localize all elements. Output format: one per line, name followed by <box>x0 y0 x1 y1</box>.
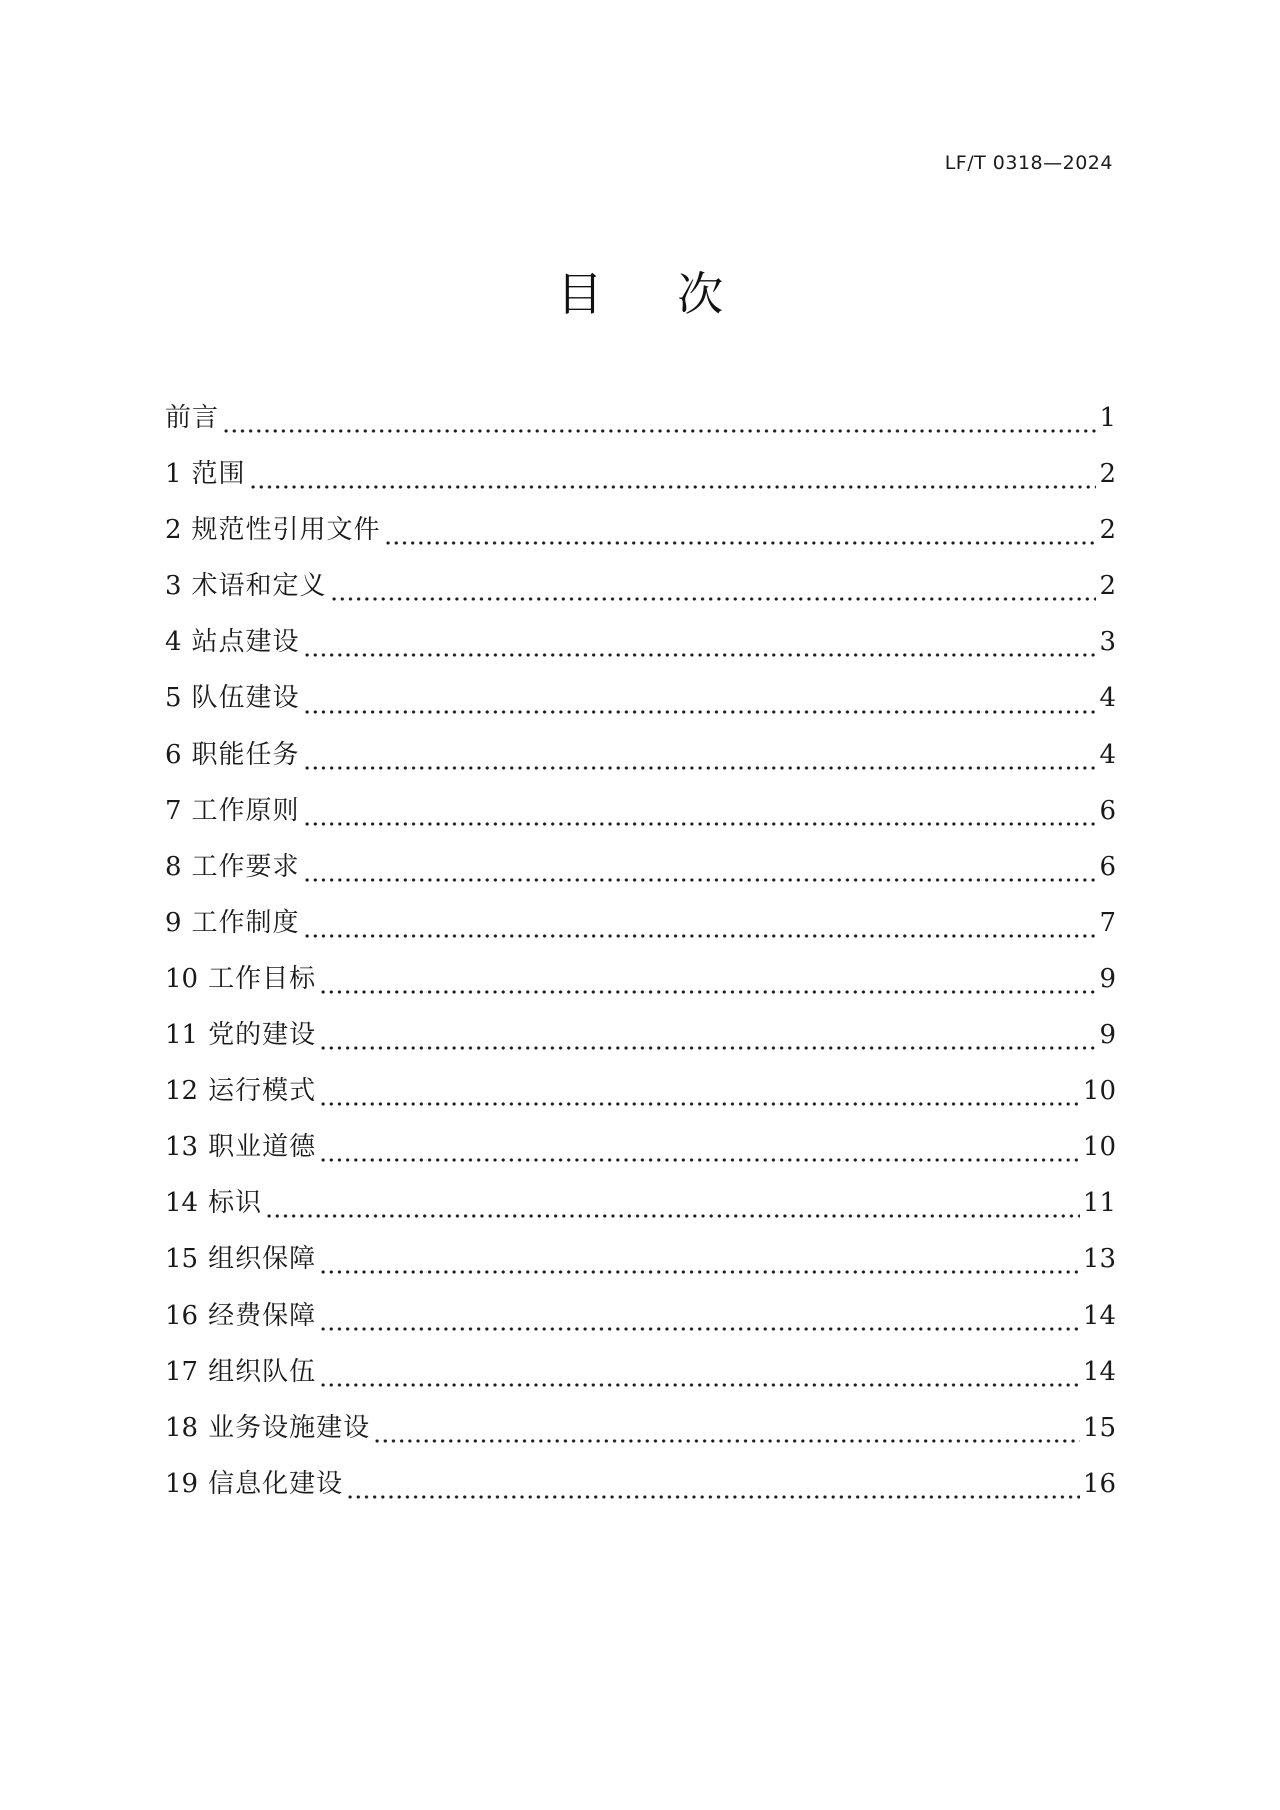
dot-leader <box>303 765 1097 771</box>
toc-entry-page-number: 10 <box>1082 1132 1116 1163</box>
toc-entry-page-number: 9 <box>1099 963 1116 994</box>
dot-leader <box>303 933 1097 939</box>
toc-entry-title: 职业道德 <box>208 1132 317 1163</box>
toc-entry-number: 1 <box>165 459 182 490</box>
dot-leader <box>319 1326 1080 1332</box>
toc-entry[interactable] <box>165 1466 1116 1522</box>
dot-leader <box>319 1101 1080 1107</box>
dot-leader <box>265 1213 1080 1219</box>
toc-entry[interactable] <box>165 737 1116 793</box>
toc-entry[interactable] <box>165 1185 1116 1241</box>
toc-entry[interactable] <box>165 680 1116 736</box>
toc-entry-number: 15 <box>165 1244 199 1275</box>
toc-entry-page-number: 13 <box>1082 1244 1116 1275</box>
toc-entry-page-number: 2 <box>1099 515 1116 546</box>
table-of-contents <box>165 400 1116 1522</box>
toc-entry-number: 5 <box>165 683 182 714</box>
toc-entry-title: 组织队伍 <box>208 1356 317 1387</box>
toc-entry-number: 10 <box>165 963 199 994</box>
toc-entry[interactable] <box>165 905 1116 961</box>
toc-entry-number: 17 <box>165 1356 199 1387</box>
dot-leader <box>303 652 1097 658</box>
toc-entry[interactable] <box>165 1354 1116 1410</box>
toc-entry[interactable] <box>165 1073 1116 1129</box>
toc-entry-title: 队伍建设 <box>191 683 300 714</box>
dot-leader <box>319 1157 1080 1163</box>
toc-entry[interactable] <box>165 849 1116 905</box>
toc-entry-title: 规范性引用文件 <box>191 515 381 546</box>
toc-entry-title: 工作原则 <box>191 795 300 826</box>
dot-leader <box>319 989 1096 995</box>
toc-entry-number: 7 <box>165 795 182 826</box>
toc-entry[interactable] <box>165 1298 1116 1354</box>
toc-entry-page-number: 11 <box>1082 1188 1116 1219</box>
document-code: LF/T 0318—2024 <box>944 152 1113 174</box>
toc-entry-title: 组织保障 <box>208 1244 317 1275</box>
toc-entry-page-number: 6 <box>1099 795 1116 826</box>
toc-entry-number: 9 <box>165 907 182 938</box>
toc-entry-title: 党的建设 <box>208 1020 317 1051</box>
toc-entry-page-number: 4 <box>1099 739 1116 770</box>
toc-entry-title: 工作要求 <box>191 851 300 882</box>
toc-entry-title: 范围 <box>191 459 246 490</box>
toc-entry[interactable] <box>165 1017 1116 1073</box>
toc-entry-page-number: 16 <box>1082 1468 1116 1499</box>
dot-leader <box>249 484 1097 490</box>
toc-entry[interactable] <box>165 1241 1116 1297</box>
toc-entry-title: 经费保障 <box>208 1300 317 1331</box>
toc-entry-title: 信息化建设 <box>208 1468 344 1499</box>
toc-entry[interactable] <box>165 456 1116 512</box>
toc-entry-page-number: 2 <box>1099 459 1116 490</box>
toc-entry-number: 14 <box>165 1188 199 1219</box>
toc-entry-page-number: 15 <box>1082 1412 1116 1443</box>
dot-leader <box>303 821 1097 827</box>
dot-leader <box>319 1382 1080 1388</box>
dot-leader <box>319 1269 1080 1275</box>
toc-entry-number: 4 <box>165 627 182 658</box>
toc-entry-page-number: 10 <box>1082 1076 1116 1107</box>
toc-entry-number: 2 <box>165 515 182 546</box>
dot-leader <box>346 1494 1080 1500</box>
toc-entry-title: 术语和定义 <box>191 571 327 602</box>
toc-entry[interactable] <box>165 624 1116 680</box>
toc-entry-title: 职能任务 <box>191 739 300 770</box>
dot-leader <box>384 540 1097 546</box>
dot-leader <box>373 1438 1080 1444</box>
toc-entry-number: 16 <box>165 1300 199 1331</box>
toc-entry[interactable] <box>165 568 1116 624</box>
toc-entry-number: 8 <box>165 851 182 882</box>
toc-entry-number: 13 <box>165 1132 199 1163</box>
dot-leader <box>303 709 1097 715</box>
page-title: 目 次 <box>556 267 754 321</box>
toc-entry[interactable] <box>165 1410 1116 1466</box>
toc-entry-number: 11 <box>165 1020 199 1051</box>
toc-entry[interactable] <box>165 793 1116 849</box>
toc-entry-page-number: 14 <box>1082 1300 1116 1331</box>
toc-entry[interactable] <box>165 1129 1116 1185</box>
toc-entry[interactable] <box>165 400 1116 456</box>
dot-leader <box>222 428 1096 434</box>
toc-entry-page-number: 4 <box>1099 683 1116 714</box>
dot-leader <box>330 596 1097 602</box>
toc-entry-page-number: 7 <box>1099 907 1116 938</box>
toc-entry-page-number: 3 <box>1099 627 1116 658</box>
toc-entry-number: 19 <box>165 1468 199 1499</box>
toc-entry[interactable] <box>165 512 1116 568</box>
toc-entry-title: 运行模式 <box>208 1076 317 1107</box>
toc-entry[interactable] <box>165 961 1116 1017</box>
toc-entry-title: 工作目标 <box>208 963 317 994</box>
toc-entry-number: 12 <box>165 1076 199 1107</box>
toc-entry-title: 业务设施建设 <box>208 1412 371 1443</box>
toc-entry-page-number: 14 <box>1082 1356 1116 1387</box>
toc-entry-page-number: 9 <box>1099 1020 1116 1051</box>
toc-entry-title: 站点建设 <box>191 627 300 658</box>
toc-entry-page-number: 1 <box>1099 403 1116 433</box>
toc-entry-number: 18 <box>165 1412 199 1443</box>
toc-entry-page-number: 6 <box>1099 851 1116 882</box>
dot-leader <box>303 877 1097 883</box>
toc-entry-title: 标识 <box>208 1188 263 1219</box>
toc-entry-title: 工作制度 <box>191 907 300 938</box>
toc-entry-page-number: 2 <box>1099 571 1116 602</box>
toc-entry-number: 6 <box>165 739 182 770</box>
toc-entry-title: 前言 <box>165 403 220 433</box>
toc-entry-number: 3 <box>165 571 182 602</box>
dot-leader <box>319 1045 1096 1051</box>
